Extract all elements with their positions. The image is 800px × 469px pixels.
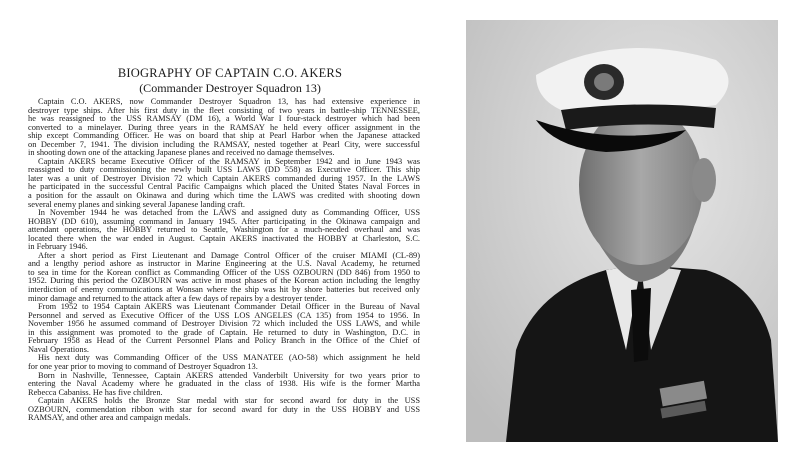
text-line: entering the Naval Academy where he graduated in the class of 1938. His wife is the former Martha	[28, 380, 420, 389]
text-line: interdiction of enemy communications at Wonsan where the ship was hit by shore batteries but received only	[28, 286, 420, 295]
text-line: in this assignment was promoted to the grade of Captain. He returned to duty in Washington, D.C. in	[28, 328, 420, 337]
text-line: reassigned to duty commissioning the newly built USS LAWS (DD 558) as Executive Officer. This ship	[28, 166, 420, 175]
text-line: In November 1944 he was detached from the LAWS and assigned duty as Commanding Officer, USS	[38, 209, 420, 218]
text-line: February 1958 as Head of the Current Personnel Plans and Policy Branch in the Office of the Chief of	[28, 337, 420, 346]
text-line: Born in Nashville, Tennessee, Captain AKERS attended Vanderbilt University for two years prior to	[38, 371, 420, 380]
text-line: RAMSAY, and other area and campaign medals.	[28, 414, 191, 423]
text-line: ship except Commanding Officer. He was on board that ship at Pearl Harbor when the Japanese attacked	[28, 132, 420, 141]
text-line: he was reassigned to the USS RAMSAY (DM 16), a World War I four-stack destroyer which had been	[28, 115, 420, 124]
text-line: attendant operations, the HOBBY returned to Seattle, Washington for a much-needed overhaul and was	[28, 226, 420, 235]
text-line: From 1952 to 1954 Captain AKERS was Lieutenant Commander Detail Officer in the Bureau of Naval	[38, 303, 420, 312]
text-line: November 1956 he assumed command of Destroyer Division 72 which included the USS LAWS, and while	[28, 320, 420, 329]
text-line: Captain AKERS became Executive Officer of the RAMSAY in September 1942 and in June 1943 was	[38, 157, 420, 166]
text-line: in shooting down one of the attacking Japanese planes and received no damage themselves.	[28, 149, 335, 158]
document-title: BIOGRAPHY OF CAPTAIN C.O. AKERS	[117, 66, 343, 80]
text-line: OZBOURN, commendation ribbon with star for second award for duty in the USS HOBBY and USS	[28, 405, 420, 414]
text-line: His next duty was Commanding Officer of the USS MANATEE (AO-58) which assignment he held	[38, 354, 420, 363]
text-line: Captain C.O. AKERS, now Commander Destroyer Squadron 13, has had extensive experience in	[38, 98, 420, 106]
text-line: Captain AKERS holds the Bronze Star medal with star for second award for duty in the USS	[38, 397, 420, 406]
text-line: in February 1946.	[28, 243, 88, 252]
text-line: he participated in the successful Central Pacific Campaigns which placed the United States Naval Forces in	[28, 183, 420, 192]
text-line: later was a unit of Destroyer Division 72 which Captain AKERS commanded during 1957. In the LAWS	[28, 174, 420, 183]
text-line: After a short period as First Lieutenant and Damage Control Officer of the cruiser MIAMI (CL-89)	[38, 251, 420, 260]
text-line: several enemy planes and sinking several Japanese landing craft.	[28, 200, 245, 209]
text-line: to sea in time for the Korean conflict as Commanding Officer of the USS OZBOURN (DD 846) from 1950 to	[28, 268, 420, 277]
document-subtitle: (Commander Destroyer Squadron 13)	[139, 81, 321, 95]
biography-body	[28, 98, 420, 423]
text-line: located there when the war ended in August. Captain AKERS inactivated the HOBBY at Charleston, S.C.	[28, 234, 420, 243]
text-line: and a lengthy period ashore as instructor in Marine Engineering at the U.S. Naval Academy, he returned	[28, 260, 420, 269]
text-line: a position for the assault on Okinawa and during which time the LAWS was credited with shooting down	[28, 192, 420, 201]
text-line: 1952. During this period the OZBOURN was active in most phases of the Korean action including the lengthy	[28, 277, 420, 286]
text-line: Rebecca Cabaniss. He has five children.	[28, 388, 163, 397]
text-line: destroyer type ships. After his first duty in the fleet consisting of two years in battle-ship TENNESSEE,	[28, 106, 420, 115]
text-line: Naval Operations.	[28, 345, 89, 354]
text-line: HOBBY (DD 610), assuming command in January 1945. After participating in the Okinawa campaign and	[28, 217, 420, 226]
text-line: converted to a minelayer. During three years in the RAMSAY he held every officer assignment in the	[28, 123, 420, 132]
text-line: minor damage and returned to the attack after a few days of repairs by a destroyer tender.	[28, 294, 327, 303]
text-line: for one year prior to moving to command of Destroyer Squadron 13.	[28, 362, 258, 371]
portrait-photo	[466, 20, 778, 442]
text-line: Personnel and served as Executive Officer of the USS LOS ANGELES (CA 135) from 1954 to 1956. In	[28, 311, 420, 320]
text-line: on December 7, 1941. The division including the RAMSAY, nested together at Pearl City, were successful	[28, 140, 420, 149]
